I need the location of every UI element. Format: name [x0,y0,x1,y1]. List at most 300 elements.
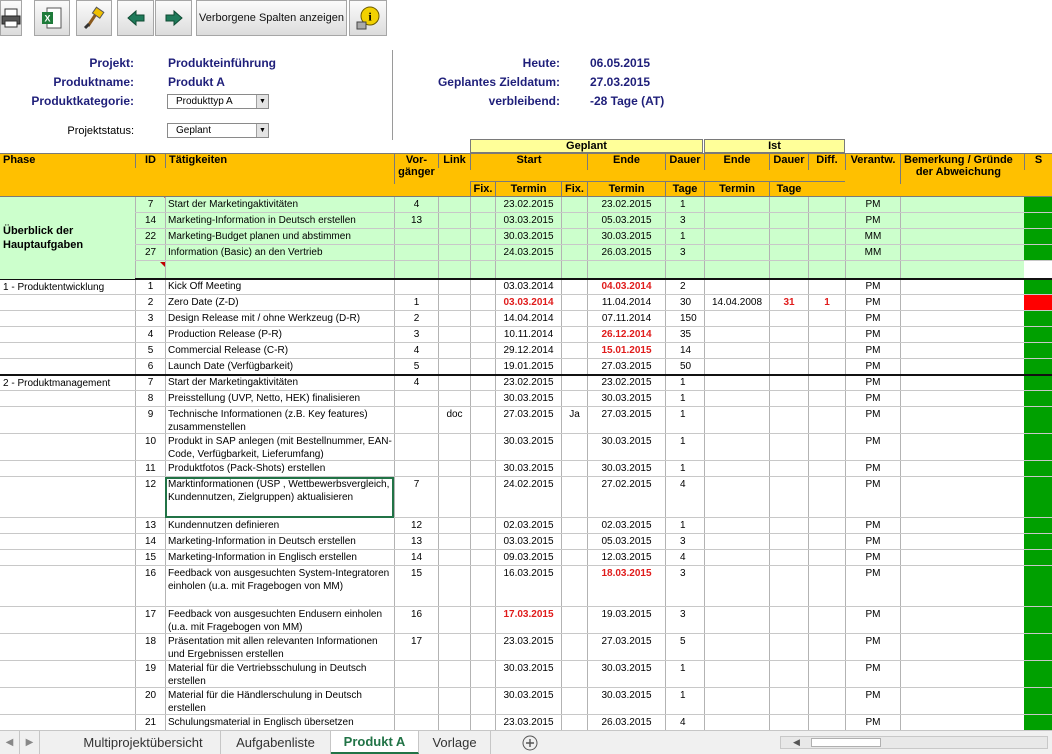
cell-idauer[interactable] [769,311,808,327]
cell-sfix[interactable] [561,311,587,327]
print-button[interactable] [0,0,22,36]
cell-vor[interactable]: 4 [394,343,438,359]
cell-fix1[interactable] [470,229,495,245]
cell-bem[interactable] [900,229,1024,245]
cell-bem[interactable] [900,213,1024,229]
cell-sfix[interactable] [561,229,587,245]
cell-vor[interactable]: 7 [394,477,438,518]
cell-ver[interactable]: PM [845,688,900,715]
cell-iend[interactable] [704,550,769,566]
cell-dauer[interactable]: 1 [665,518,704,534]
cell-end[interactable]: 26.12.2014 [587,327,665,343]
cell-link[interactable] [438,566,470,607]
cell-sfix[interactable] [561,634,587,661]
cell-start[interactable]: 03.03.2014 [495,279,561,295]
cell-start[interactable]: 30.03.2015 [495,229,561,245]
cell-task[interactable]: Marketing-Budget planen und abstimmen [165,229,394,245]
cell-dauer[interactable]: 1 [665,434,704,461]
cell-dauer[interactable]: 50 [665,359,704,375]
cell-idauer[interactable] [769,343,808,359]
cell-diff[interactable]: 1 [808,295,845,311]
table-row[interactable] [0,375,1024,391]
cell-dauer[interactable]: 14 [665,343,704,359]
cell-end[interactable]: 02.03.2015 [587,518,665,534]
table-row[interactable] [0,434,1024,461]
cell-ver[interactable]: PM [845,375,900,391]
cell-idauer[interactable] [769,434,808,461]
cell-diff[interactable] [808,279,845,295]
cell-iend[interactable] [704,359,769,375]
cell-iend[interactable] [704,197,769,213]
cell-vor[interactable] [394,261,438,279]
cell-end[interactable]: 11.04.2014 [587,295,665,311]
cell-start[interactable] [495,261,561,279]
cell-start[interactable]: 30.03.2015 [495,661,561,688]
cell-sfix[interactable] [561,661,587,688]
cell-task[interactable]: Technische Informationen (z.B. Key features) zusammenstellen [165,407,394,434]
table-row[interactable] [0,279,1024,295]
cell-link[interactable] [438,245,470,261]
cell-ver[interactable]: PM [845,359,900,375]
cell-fix1[interactable] [470,688,495,715]
cell-task[interactable]: Design Release mit / ohne Werkzeug (D-R) [165,311,394,327]
cell-idauer[interactable] [769,477,808,518]
cell-end[interactable]: 23.02.2015 [587,197,665,213]
cell-vor[interactable] [394,434,438,461]
cell-id[interactable]: 22 [135,229,165,245]
produktkategorie-dropdown[interactable] [167,94,269,109]
cell-task[interactable]: Zero Date (Z-D) [165,295,394,311]
col-ist-termin-header[interactable]: Termin [704,182,769,196]
cell-bem[interactable] [900,343,1024,359]
cell-end[interactable]: 15.01.2015 [587,343,665,359]
selected-cell[interactable] [165,477,394,518]
cell-task[interactable]: Commercial Release (C-R) [165,343,394,359]
cell-diff[interactable] [808,534,845,550]
cell-idauer[interactable]: 31 [769,295,808,311]
cell-vor[interactable] [394,279,438,295]
col-bemerkung-header[interactable]: Bemerkung / Gründe der Abweichung [900,154,1024,184]
col-id-header[interactable]: ID [135,154,165,168]
cell-task[interactable]: Kick Off Meeting [165,279,394,295]
cell-idauer[interactable] [769,197,808,213]
col-ende-header[interactable]: Ende [587,154,665,170]
cell-vor[interactable]: 2 [394,311,438,327]
cell-dauer[interactable]: 3 [665,213,704,229]
cell-bem[interactable] [900,391,1024,407]
table-row[interactable] [0,213,1024,229]
projektstatus-dropdown[interactable] [167,123,269,138]
cell-ver[interactable]: PM [845,634,900,661]
cell-start[interactable]: 14.04.2014 [495,311,561,327]
cell-fix1[interactable] [470,550,495,566]
cell-idauer[interactable] [769,634,808,661]
cell-ver[interactable]: PM [845,327,900,343]
cell-ver[interactable]: PM [845,295,900,311]
cell-task[interactable]: Start der Marketingaktivitäten [165,375,394,391]
cell-bem[interactable] [900,295,1024,311]
cell-ver[interactable]: PM [845,279,900,295]
cell-start[interactable]: 23.02.2015 [495,197,561,213]
cell-fix1[interactable] [470,634,495,661]
cell-ver[interactable] [845,261,900,279]
cell-link[interactable] [438,715,470,730]
cell-vor[interactable]: 17 [394,634,438,661]
cell-diff[interactable] [808,518,845,534]
cell-fix1[interactable] [470,213,495,229]
cell-dauer[interactable]: 5 [665,634,704,661]
cell-diff[interactable] [808,343,845,359]
cell-link[interactable] [438,375,470,391]
table-row[interactable] [0,566,1024,607]
cell-start[interactable]: 23.03.2015 [495,634,561,661]
cell-link[interactable] [438,261,470,279]
cell-iend[interactable] [704,461,769,477]
cell-iend[interactable] [704,634,769,661]
cell-task[interactable]: Start der Marketingaktivitäten [165,197,394,213]
cell-sfix[interactable] [561,518,587,534]
cell-idauer[interactable] [769,359,808,375]
cell-fix1[interactable] [470,518,495,534]
cell-vor[interactable] [394,245,438,261]
cell-dauer[interactable]: 4 [665,550,704,566]
cell-vor[interactable] [394,461,438,477]
cell-bem[interactable] [900,407,1024,434]
cell-id[interactable]: 6 [135,359,165,375]
cell-bem[interactable] [900,261,1024,279]
tab-vorlage[interactable]: Vorlage [419,731,491,754]
cell-link[interactable] [438,518,470,534]
cell-ver[interactable]: PM [845,407,900,434]
cell-task[interactable]: Produkt in SAP anlegen (mit Bestellnummer, EAN-Code, Verfügbarkeit, Lieferumfang) [165,434,394,461]
cell-bem[interactable] [900,715,1024,730]
cell-iend[interactable] [704,715,769,730]
cell-sfix[interactable] [561,213,587,229]
cell-vor[interactable]: 16 [394,607,438,634]
cell-bem[interactable] [900,434,1024,461]
cell-task[interactable]: Präsentation mit allen relevanten Informationen und Ergebnissen erstellen [165,634,394,661]
tab-multiprojekt[interactable]: Multiprojektübersicht [66,731,221,754]
cell-sfix[interactable] [561,279,587,295]
cell-bem[interactable] [900,311,1024,327]
cell-idauer[interactable] [769,715,808,730]
cell-end[interactable]: 30.03.2015 [587,688,665,715]
cell-id[interactable]: 13 [135,518,165,534]
cell-end[interactable]: 04.03.2014 [587,279,665,295]
cell-id[interactable]: 17 [135,607,165,634]
cell-link[interactable] [438,607,470,634]
col-start-header[interactable]: Start [470,154,587,170]
cell-iend[interactable] [704,434,769,461]
cell-fix1[interactable] [470,327,495,343]
col-verantw-header[interactable]: Verantw. [845,154,900,170]
cell-sfix[interactable]: Ja [561,407,587,434]
cell-start[interactable]: 03.03.2014 [495,295,561,311]
cell-task[interactable]: Schulungsmaterial in Englisch übersetzen [165,715,394,730]
cell-start[interactable]: 30.03.2015 [495,391,561,407]
cell-dauer[interactable]: 1 [665,391,704,407]
cell-end[interactable]: 18.03.2015 [587,566,665,607]
cell-idauer[interactable] [769,461,808,477]
cell-dauer[interactable]: 150 [665,311,704,327]
cell-ver[interactable]: PM [845,391,900,407]
cell-start[interactable]: 17.03.2015 [495,607,561,634]
cell-sfix[interactable] [561,461,587,477]
cell-dauer[interactable]: 30 [665,295,704,311]
cell-diff[interactable] [808,477,845,518]
cell-vor[interactable]: 4 [394,197,438,213]
cell-start[interactable]: 30.03.2015 [495,461,561,477]
tab-produkt-a[interactable]: Produkt A [331,731,419,754]
cell-sfix[interactable] [561,327,587,343]
cell-task[interactable]: Marketing-Information in Deutsch erstellen [165,213,394,229]
cell-id[interactable]: 7 [135,375,165,391]
cell-id[interactable]: 5 [135,343,165,359]
cell-iend[interactable] [704,477,769,518]
cell-dauer[interactable] [665,261,704,279]
cell-fix1[interactable] [470,295,495,311]
cell-sfix[interactable] [561,550,587,566]
cell-idauer[interactable] [769,407,808,434]
cell-id[interactable]: 27 [135,245,165,261]
cell-fix1[interactable] [470,311,495,327]
cell-sfix[interactable] [561,688,587,715]
cell-idauer[interactable] [769,213,808,229]
cell-vor[interactable]: 5 [394,359,438,375]
cell-diff[interactable] [808,327,845,343]
table-row[interactable] [0,245,1024,261]
cell-dauer[interactable]: 3 [665,534,704,550]
col-termin2-header[interactable]: Termin [587,182,665,196]
cell-task[interactable]: Production Release (P-R) [165,327,394,343]
cell-fix1[interactable] [470,245,495,261]
cell-diff[interactable] [808,245,845,261]
cell-ver[interactable]: PM [845,715,900,730]
cell-iend[interactable] [704,688,769,715]
cell-link[interactable]: doc [438,407,470,434]
col-termin1-header[interactable]: Termin [495,182,561,196]
cell-dauer[interactable]: 3 [665,607,704,634]
cell-ver[interactable]: PM [845,461,900,477]
cell-task[interactable]: Material für die Händlerschulung in Deutsch erstellen [165,688,394,715]
tab-aufgabenliste[interactable]: Aufgabenliste [221,731,331,754]
col-ist-tage-header[interactable]: Tage [769,182,808,196]
cell-ver[interactable]: PM [845,661,900,688]
cell-id[interactable]: 10 [135,434,165,461]
cell-end[interactable] [587,261,665,279]
table-row[interactable] [0,534,1024,550]
cell-ver[interactable]: PM [845,213,900,229]
table-row[interactable] [0,634,1024,661]
cell-diff[interactable] [808,213,845,229]
cell-iend[interactable]: 14.04.2008 [704,295,769,311]
cell-sfix[interactable] [561,375,587,391]
table-row[interactable] [0,461,1024,477]
cell-link[interactable] [438,550,470,566]
cell-end[interactable]: 30.03.2015 [587,229,665,245]
col-taetigkeiten-header[interactable]: Tätigkeiten [165,154,394,168]
cell-start[interactable]: 03.03.2015 [495,534,561,550]
cell-iend[interactable] [704,245,769,261]
cell-bem[interactable] [900,607,1024,634]
cell-fix1[interactable] [470,607,495,634]
cell-task[interactable]: Feedback von ausgesuchten Endusern einholen (u.a. mit Fragebogen von MM) [165,607,394,634]
table-row[interactable] [0,229,1024,245]
cell-id[interactable]: 1 [135,279,165,295]
cell-ver[interactable]: PM [845,534,900,550]
cell-iend[interactable] [704,518,769,534]
cell-diff[interactable] [808,391,845,407]
cell-dauer[interactable]: 3 [665,566,704,607]
cell-start[interactable]: 16.03.2015 [495,566,561,607]
cell-diff[interactable] [808,634,845,661]
cell-fix1[interactable] [470,715,495,730]
cell-ver[interactable]: PM [845,607,900,634]
cell-link[interactable] [438,461,470,477]
cell-diff[interactable] [808,566,845,607]
cell-ver[interactable]: PM [845,343,900,359]
cell-idauer[interactable] [769,550,808,566]
table-row[interactable] [0,197,1024,213]
cell-vor[interactable] [394,407,438,434]
cell-dauer[interactable]: 4 [665,477,704,518]
cell-fix1[interactable] [470,534,495,550]
cell-id[interactable]: 7 [135,197,165,213]
cell-vor[interactable]: 14 [394,550,438,566]
cell-link[interactable] [438,229,470,245]
cell-iend[interactable] [704,407,769,434]
add-sheet-button[interactable] [515,731,545,754]
excel-export-button[interactable] [34,0,70,36]
cell-id[interactable]: 12 [135,477,165,518]
cell-start[interactable]: 27.03.2015 [495,407,561,434]
cell-diff[interactable] [808,311,845,327]
cell-idauer[interactable] [769,261,808,279]
cell-end[interactable]: 30.03.2015 [587,434,665,461]
cell-diff[interactable] [808,688,845,715]
cell-start[interactable]: 10.11.2014 [495,327,561,343]
cell-task[interactable]: Information (Basic) an den Vertrieb [165,245,394,261]
cell-sfix[interactable] [561,197,587,213]
cell-ver[interactable]: PM [845,434,900,461]
cell-start[interactable]: 30.03.2015 [495,688,561,715]
table-row[interactable] [0,391,1024,407]
cell-iend[interactable] [704,607,769,634]
cell-id[interactable]: 21 [135,715,165,730]
cell-id[interactable]: 16 [135,566,165,607]
cell-start[interactable]: 24.02.2015 [495,477,561,518]
table-row[interactable] [0,688,1024,715]
cell-iend[interactable] [704,343,769,359]
cell-link[interactable] [438,688,470,715]
cell-link[interactable] [438,534,470,550]
cell-end[interactable]: 05.03.2015 [587,534,665,550]
cell-dauer[interactable]: 3 [665,245,704,261]
cell-sfix[interactable] [561,434,587,461]
cell-id[interactable]: 8 [135,391,165,407]
cell-vor[interactable]: 15 [394,566,438,607]
cell-bem[interactable] [900,327,1024,343]
cell-id[interactable]: 20 [135,688,165,715]
cell-end[interactable]: 27.03.2015 [587,634,665,661]
cell-id[interactable]: 4 [135,327,165,343]
cell-id[interactable]: 18 [135,634,165,661]
cell-diff[interactable] [808,461,845,477]
cell-end[interactable]: 27.03.2015 [587,359,665,375]
cell-sfix[interactable] [561,295,587,311]
cell-diff[interactable] [808,607,845,634]
cell-idauer[interactable] [769,327,808,343]
cell-task[interactable]: Material für die Vertriebsschulung in Deutsch erstellen [165,661,394,688]
cell-link[interactable] [438,477,470,518]
cell-diff[interactable] [808,229,845,245]
cell-vor[interactable]: 12 [394,518,438,534]
cell-bem[interactable] [900,634,1024,661]
cell-id[interactable]: 3 [135,311,165,327]
cell-ver[interactable]: MM [845,245,900,261]
cell-idauer[interactable] [769,607,808,634]
cell-idauer[interactable] [769,534,808,550]
cell-link[interactable] [438,359,470,375]
cell-start[interactable]: 09.03.2015 [495,550,561,566]
cell-task[interactable]: Launch Date (Verfügbarkeit) [165,359,394,375]
cell-idauer[interactable] [769,375,808,391]
cell-start[interactable]: 24.03.2015 [495,245,561,261]
cell-iend[interactable] [704,311,769,327]
cell-fix1[interactable] [470,343,495,359]
cell-sfix[interactable] [561,343,587,359]
cell-bem[interactable] [900,550,1024,566]
cell-bem[interactable] [900,197,1024,213]
cell-sfix[interactable] [561,566,587,607]
col-s-header[interactable]: S [1024,154,1052,170]
table-row[interactable] [0,261,1024,279]
cell-end[interactable]: 26.03.2015 [587,715,665,730]
cell-fix1[interactable] [470,197,495,213]
cell-fix1[interactable] [470,375,495,391]
cell-diff[interactable] [808,550,845,566]
table-row[interactable] [0,311,1024,327]
cell-ver[interactable]: PM [845,550,900,566]
cell-link[interactable] [438,434,470,461]
cell-ver[interactable]: MM [845,229,900,245]
cell-diff[interactable] [808,434,845,461]
cell-iend[interactable] [704,375,769,391]
cell-dauer[interactable]: 35 [665,327,704,343]
cell-link[interactable] [438,391,470,407]
cell-dauer[interactable]: 1 [665,661,704,688]
cell-bem[interactable] [900,245,1024,261]
cell-sfix[interactable] [561,715,587,730]
cell-idauer[interactable] [769,518,808,534]
cell-sfix[interactable] [561,261,587,279]
show-hidden-columns-button[interactable]: Verborgene Spalten anzeigen [196,0,347,36]
table-row[interactable] [0,407,1024,434]
table-row[interactable] [0,295,1024,311]
cell-fix1[interactable] [470,434,495,461]
cell-task[interactable]: Produktfotos (Pack-Shots) erstellen [165,461,394,477]
cell-vor[interactable] [394,715,438,730]
horizontal-scrollbar[interactable] [780,736,1048,749]
cell-idauer[interactable] [769,245,808,261]
cell-bem[interactable] [900,688,1024,715]
cell-end[interactable]: 30.03.2015 [587,661,665,688]
cell-vor[interactable]: 13 [394,534,438,550]
table-row[interactable] [0,477,1024,518]
cell-fix1[interactable] [470,461,495,477]
cell-start[interactable]: 30.03.2015 [495,434,561,461]
cell-id[interactable]: 19 [135,661,165,688]
